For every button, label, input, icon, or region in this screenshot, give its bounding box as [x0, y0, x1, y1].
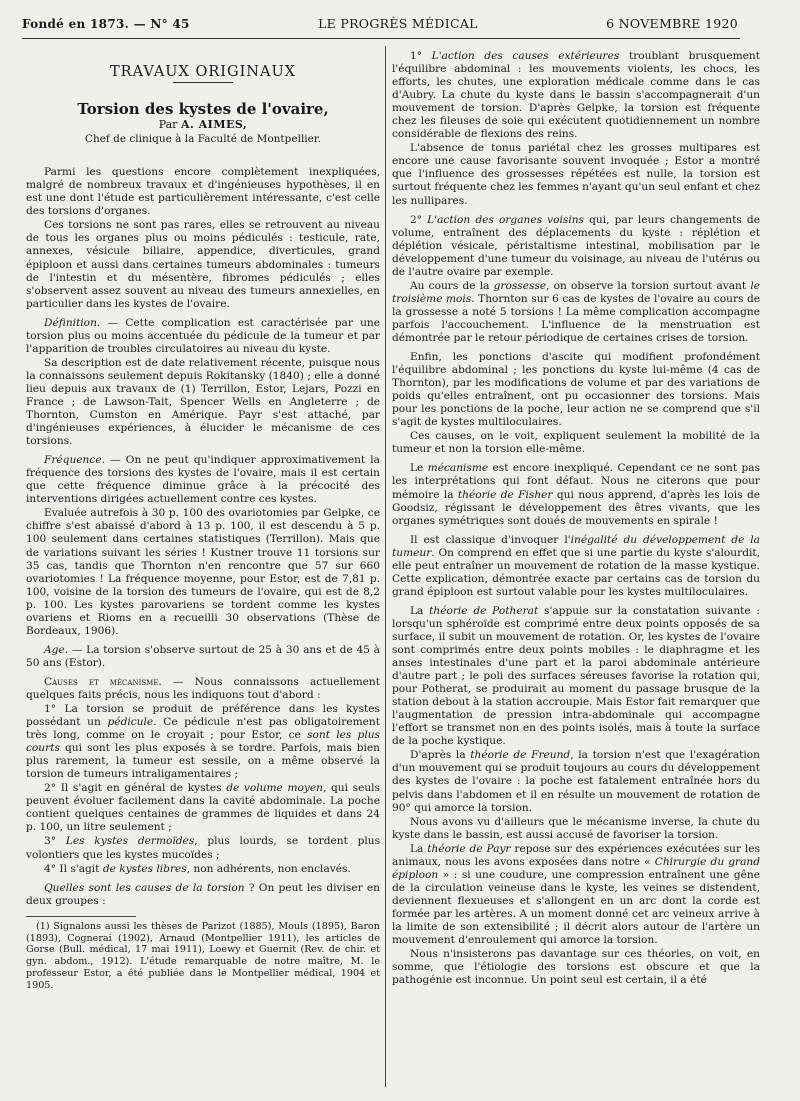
founding-and-issue-number: Fondé en 1873. — N° 45 — [22, 17, 190, 31]
causes-lead: Causes et mécanisme. — [44, 675, 162, 688]
header-rule — [22, 38, 740, 39]
right-column — [392, 50, 760, 1089]
paragraph-payr: La théorie de Payr repose sur des expériences exécutées sur les animaux, nous les avons exposées dans notre « Chirurgie du grand épiploon » : si une coudure, une compression entraînent une gêne de la circulation veineuse dans le kyste, les veines se distendent, deviennent flexueuses et s'allongent en un arc dont la corde est formée par les artères. A un moment donné cet arc veineux arrive à la limite de son extensibilité ; il décrit alors autour de l'artère un mouvement d'enroulement qui amorce la torsion. — [392, 842, 760, 947]
paragraph-statistics: Evaluée autrefois à 30 p. 100 des ovariotomies par Gelpke, ce chiffre s'est abaissé d'abord à 13 p. 100, il est descendu à 5 p. 100 seulement dans certaines statistiques (Terrillon). Mais que de variations suivant les séries ! Kustner trouve 11 torsions sur 35 cas, tandis que Thornton n'en rencontre que 57 sur 660 ovariotomies ! La fréquence moyenne, pour Estor, est de 7,81 p. 100, voisine de la torsion des tumeurs de l'ovaire, qui est de 8,2 p. 100. Les kystes parovariens se tordent comme les kystes ovariens et Rioms en a recueilli 30 observations (Thèse de Bordeaux, 1906). — [26, 507, 380, 637]
paragraph-neighbor-organs: 2° L'action des organes voisins qui, par leurs changements de volume, entraînent des déplacements du kyste : réplétion et déplétion vésicale, péristaltisme intestinal, mobilisation par le développement d'une tumeur du voisinage, au niveau de l'utérus ou de l'autre ovaire par exemple. — [392, 213, 760, 278]
paragraph-freund: D'après la théorie de Freund, la torsion n'est que l'exagération d'un mouvement qui se produit toujours au cours du développement des kystes de l'ovaire : la poche est fatalement entraînée hors du pelvis dans l'abdomen et il en résulte un mouvement de rotation de 90° qui amorce la torsion. — [392, 749, 760, 814]
journal-name: LE PROGRÈS MÉDICAL — [318, 16, 478, 31]
definition-lead: Définition. — [44, 316, 101, 329]
paragraph-unequal-development: Il est classique d'invoquer l'inégalité du développement de la tumeur. On comprend en effet que si une partie du kyste s'alourdit, elle peut entraîner un mouvement de rotation de la masse kystique. Cette explication, démontrée exacte par certains cas de torsion du grand épiploon est surtout valable pour les kystes multiloculaires. — [392, 533, 760, 598]
footnote: (1) Signalons aussi les thèses de Parizot (1885), Mouls (1895), Baron (1893), Cognerai (1902), Arnaud (Montpellier 1911), les articles de Gorse (Bull. médical, 17 mai 1911), Loewy et Guernit (Rev. de chir. et gyn. abdom., 1912). L'étude remarquable de notre maître, M. le professeur Estor, a été publiée dans le Montpellier médical, 1904 et 1905. — [26, 920, 380, 991]
running-header — [22, 16, 738, 31]
paragraph-pregnancy: Au cours de la grossesse, on observe la torsion surtout avant le troisième mois. Thornton sur 6 cas de kystes de l'ovaire au cours de la grossesse a noté 5 torsions ! La même complication accompagne parfois l'accouchement. L'influence de la menstruation est démontrée par le retour périodique de certaines crises de torsion. — [392, 279, 760, 344]
paragraph-free-cysts: 4° Il s'agit de kystes libres, non adhérents, non enclavés. — [44, 862, 351, 875]
author-affiliation: Chef de clinique à la Faculté de Montpellier. — [84, 133, 322, 146]
left-column — [26, 46, 380, 1089]
paragraph-intro: Parmi les questions encore complètement inexpliquées, malgré de nombreux travaux et d'ingénieuses hypothèses, il en est une dont l'étude est particulièrement intéressante, c'est celle des torsions d'organes. — [26, 166, 380, 218]
section-title: TRAVAUX ORIGINAUX — [110, 64, 296, 80]
byline-prefix: Par — [158, 118, 178, 132]
age-lead: Age. — [44, 643, 69, 656]
article-title: Torsion des kystes de l'ovaire, — [77, 100, 329, 119]
issue-date: 6 NOVEMBRE 1920 — [606, 16, 738, 31]
frequency-lead: Fréquence. — [44, 454, 105, 467]
paragraph-parietal-tonus: L'absence de tonus pariétal chez les grosses multipares est encore une cause favorisante souvent invoquée ; Estor a montré que l'influence des grossesses répétées est nulle, la torsion est surtout fréquente chez les femmes n'ayant qu'un seul enfant et chez les nullipares. — [392, 142, 760, 207]
paragraph-punctures: Enfin, les ponctions d'ascite qui modifient profondément l'équilibre abdominal ; les ponctions du kyste lui-même (4 cas de Thornton), par les modifications de volume et par des variations de poids qu'elles entraînent, ont pu occasionner des torsions. Mais pour les ponctions de la poche, leur action ne se comprend que s'il s'agit de kystes multiloculaires. — [392, 351, 760, 429]
paragraph-pedicle: 1° La torsion se produit de préférence dans les kystes possédant un pédicule. Ce pédicule n'est pas obligatoirement très long, comme on le croyait ; pour Estor, ce sont les plus courts qui sont les plus exposés à se tordre. Parfois, mais bien plus rarement, la tumeur est sessile, on a même observé la torsion de tumeurs intraligamentaires ; — [26, 703, 380, 781]
paragraph-definition: Définition. — Cette complication est caractérisée par une torsion plus ou moins accentuée du pédicule de la tumeur et par l'apparition de troubles circulatoires au niveau du kyste. — [26, 316, 380, 355]
paragraph-mobility: Ces causes, on le voit, expliquent seulement la mobilité de la tumeur et non la torsion elle-même. — [392, 430, 760, 456]
section-title-rule — [173, 82, 233, 83]
column-divider — [385, 46, 386, 1087]
paragraph-frequency: Fréquence. — On ne peut qu'indiquer approximativement la fréquence des torsions des kystes de l'ovaire, mais il est certain que cette fréquence diminue grâce à la précocité des interventions dirigées actuellement contre ces kystes. — [26, 454, 380, 506]
paragraph-inverse-mechanism: Nous avons vu d'ailleurs que le mécanisme inverse, la chute du kyste dans le bassin, est aussi accusé de favoriser la torsion. — [392, 815, 760, 841]
byline — [26, 118, 380, 131]
paragraph-volume: 2° Il s'agit en général de kystes de volume moyen, qui seuls peuvent évoluer facilement dans la cavité abdominale. La poche contient quelques centaines de grammes de liquides et dans 24 p. 100, un litre seulement ; — [26, 782, 380, 834]
author-name: A. AIMES, — [180, 118, 248, 132]
paragraph-age: Age. — La torsion s'observe surtout de 25 à 30 ans et de 45 à 50 ans (Estor). — [26, 643, 380, 669]
paragraph-causes: Causes et mécanisme. — Nous connaissons actuellement quelques faits précis, nous les indiquons tout d'abord : — [26, 675, 380, 701]
paragraph-external-causes: 1° L'action des causes extérieures troublant brusquement l'équilibre abdominal : les mouvements violents, les chocs, les efforts, les chutes, une exploration médicale comme dans le cas d'Aubry. La chute du kyste dans le bassin s'accompagnerait d'un mouvement de torsion. D'après Gelpke, la torsion est fréquente chez les fileuses de soie qui exécutent quotidiennement un nombre considérable de flexions des reins. — [392, 50, 760, 141]
footnote-rule — [26, 916, 136, 917]
paragraph-torsion-sites: Ces torsions ne sont pas rares, elles se retrouvent au niveau de tous les organes plus ou moins pédiculés : testicule, rate, annexes, vésicule biliaire, appendice, diverticules, grand épiploon et aussi dans certaines tumeurs abdominales : tumeurs de l'intestin et du mésentère, fibromes pédiculés ; elles s'observent assez souvent au niveau des tumeurs annexielles, en particulier dans les kystes de l'ovaire. — [26, 219, 380, 310]
paragraph-history: Sa description est de date relativement récente, puisque nous la connaissons seulement depuis Rokitansky (1840) ; elle a donné lieu depuis aux travaux de (1) Terrillon, Estor, Lejars, Pozzi en France ; de Lawson-Tait, Spencer Wells en Angleterre ; de Thornton, Cumston en Amérique. Payr s'est attaché, par d'ingénieuses expériences, à élucider le mécanisme de ces torsions. — [26, 356, 380, 448]
paragraph-potherat: La théorie de Potherat s'appuie sur la constatation suivante : lorsqu'un sphéroïde est comprimé entre deux points opposés de sa surface, il subit un mouvement de rotation. Or, les kystes de l'ovaire sont comprimés entre deux points mobiles : le diaphragme et les anses intestinales d'une part et la paroi abdominale antérieure d'autre part ; le poli des surfaces séreuses favorise la rotation qui, pour Potherat, se produirait au moment du passage brusque de la station debout à la station accroupie. Mais Estor fait remarquer que l'augmentation de pression intra-abdominale qui accompagne l'effort se transmet non en des points isolés, mais à toute la surface de la poche kystique. — [392, 604, 760, 748]
paragraph-mechanism: Le mécanisme est encore inexpliqué. Cependant ce ne sont pas les interprétations qui font défaut. Nous ne citerons que pour mémoire la théorie de Fisher qui nous apprend, d'après les lois de Goodsiz, régissant le développement des êtres vivants, que les organes symétriques sont doués de mouvements en spirale ! — [392, 462, 760, 527]
paragraph-conclusion: Nous n'insisterons pas davantage sur ces théories, on voit, en somme, que l'étiologie des torsions est obscure et que la pathogénie est inconnue. Un point seul est certain, il a été — [392, 948, 760, 987]
paragraph-dermoid: 3° Les kystes dermoïdes, plus lourds, se tordent plus volontiers que les kystes mucoïdes ; — [26, 835, 380, 861]
paragraph-cause-groups: Quelles sont les causes de la torsion ? On peut les diviser en deux groupes : — [26, 881, 380, 907]
